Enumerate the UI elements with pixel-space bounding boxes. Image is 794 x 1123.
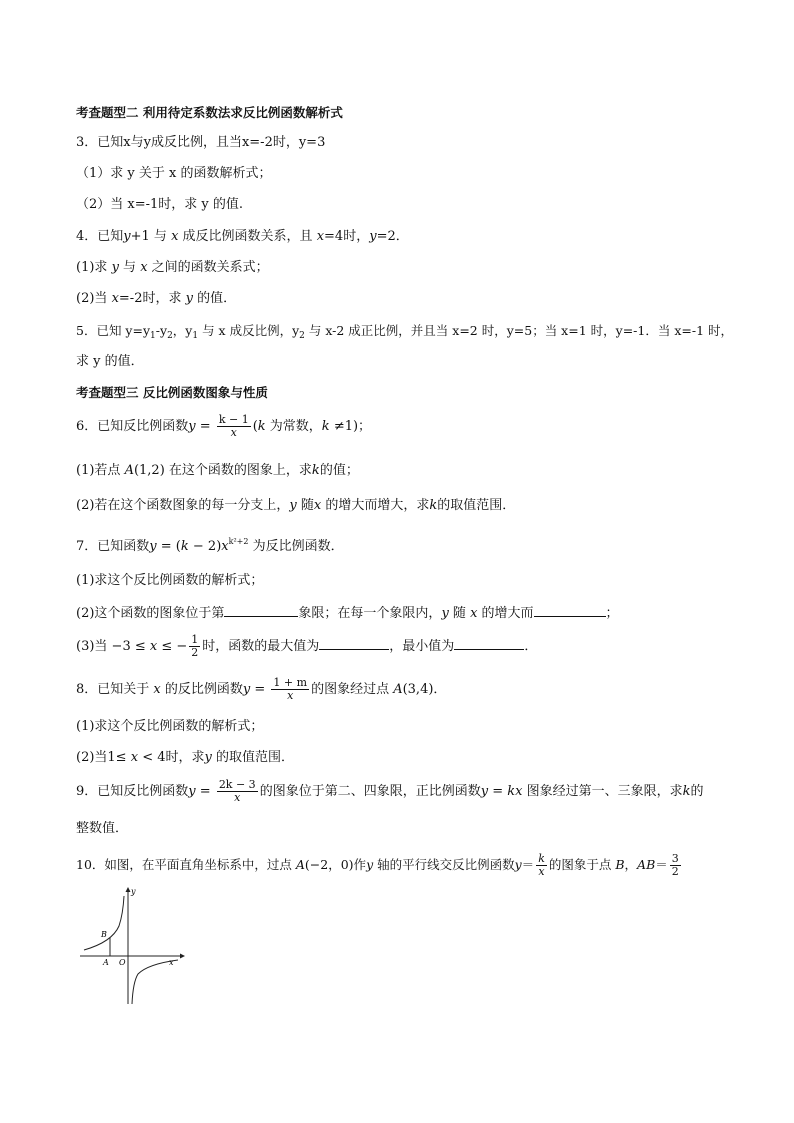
question-7-part-2: (2)这个函数的图象位于第 象限；在每一个象限内，y 随 x 的增大而 ； [76, 606, 619, 621]
question-4-stem: 4．已知y+1 与 x 成反比例函数关系，且 x=4时，y=2． [76, 229, 409, 244]
fraction: $\frac{k}{x}$ [538, 852, 545, 878]
point-b-label: B [101, 930, 107, 939]
question-7-part-3: (3)当 −3 ≤ x ≤ − $\frac{1}{2}$ 时，函数的最大值为 ，最小值为 ． [76, 633, 538, 659]
point-a-label: A [103, 958, 109, 967]
question-4-part-2: (2)当 x=-2时，求 y 的值． [76, 291, 237, 306]
y-axis-label: y [131, 887, 136, 896]
y-axis-arrow [126, 887, 131, 892]
fraction: $\frac{1 + m}{x}$ [273, 676, 308, 702]
x-axis-label: x [169, 958, 174, 967]
answer-blank[interactable] [454, 637, 524, 650]
question-4-part-1: (1)求 y 与 x 之间的函数关系式； [76, 260, 269, 275]
fraction: $\frac{3}{2}$ [671, 852, 679, 878]
fraction: $\frac{1}{2}$ [191, 633, 199, 659]
hyperbola-figure [76, 884, 188, 1008]
question-8-stem: 8．已知关于 x 的反比例函数y = $\frac{1 + m}{x}$ 的图象经过点 A(3,4)． [76, 676, 447, 702]
question-6-part-1: (1)若点 A(1,2) 在这个函数的图象上，求k的值； [76, 463, 359, 478]
question-3-part-1: （1）求 y 关于 x 的函数解析式； [76, 166, 272, 181]
question-5-stem: 5．已知 $y=y_1-y_2$，$y_1$ 与 x 成反比例，$y_2$ 与 x-2 成正比例，并且当 x=2 时，y=5；当 x=1 时，y=-1．当 x=-1 时， [76, 323, 733, 341]
answer-blank[interactable] [534, 604, 606, 617]
question-8-part-2: (2)当1≤ x < 4时，求y 的取值范围． [76, 750, 294, 765]
question-3-part-2: （2）当 x=-1时，求 y 的值. [76, 197, 244, 212]
question-9-line-2: 整数值． [76, 821, 129, 836]
answer-blank[interactable] [319, 637, 389, 650]
fraction: $\frac{k - 1}{x}$ [218, 413, 249, 439]
question-6-part-2: (2)若在这个函数图象的每一分支上，y 随x 的增大而增大，求k的取值范围． [76, 498, 516, 513]
fraction: $\frac{2k - 3}{x}$ [218, 778, 256, 804]
section-title-3: 考查题型三 反比例函数图象与性质 [76, 385, 268, 400]
section-title-2: 考查题型二 利用待定系数法求反比例函数解析式 [76, 105, 343, 120]
question-10-stem: 10．如图，在平面直角坐标系中，过点 A(−2，0)作y 轴的平行线交反比例函数y＝ $\frac{k}{x}$ 的图象于点 B，AB＝ $\frac{3}{2}$ [76, 852, 679, 878]
question-5-line-2: 求 y 的值． [76, 354, 144, 369]
question-7-part-1: (1)求这个反比例函数的解析式； [76, 573, 264, 588]
question-3-stem: 3．已知x与y成反比例，且当x=-2时，y=3 [76, 135, 326, 150]
x-axis-arrow [180, 954, 185, 959]
question-8-part-1: (1)求这个反比例函数的解析式； [76, 719, 264, 734]
answer-blank[interactable] [224, 604, 298, 617]
question-9-stem: 9．已知反比例函数y = $\frac{2k - 3}{x}$ 的图象位于第二、四象限，正比例函数y = kx 图象经过第一、三象限，求k的 [76, 778, 704, 804]
question-7-stem: 7．已知函数$y = (k - 2)x^{k^2+2}$ 为反比例函数． [76, 537, 344, 554]
hyperbola-branch-left [84, 896, 124, 950]
origin-label: O [119, 958, 126, 967]
question-6-stem: 6．已知反比例函数y = $\frac{k - 1}{x}$ (k 为常数，k ≠1)； [76, 413, 372, 439]
